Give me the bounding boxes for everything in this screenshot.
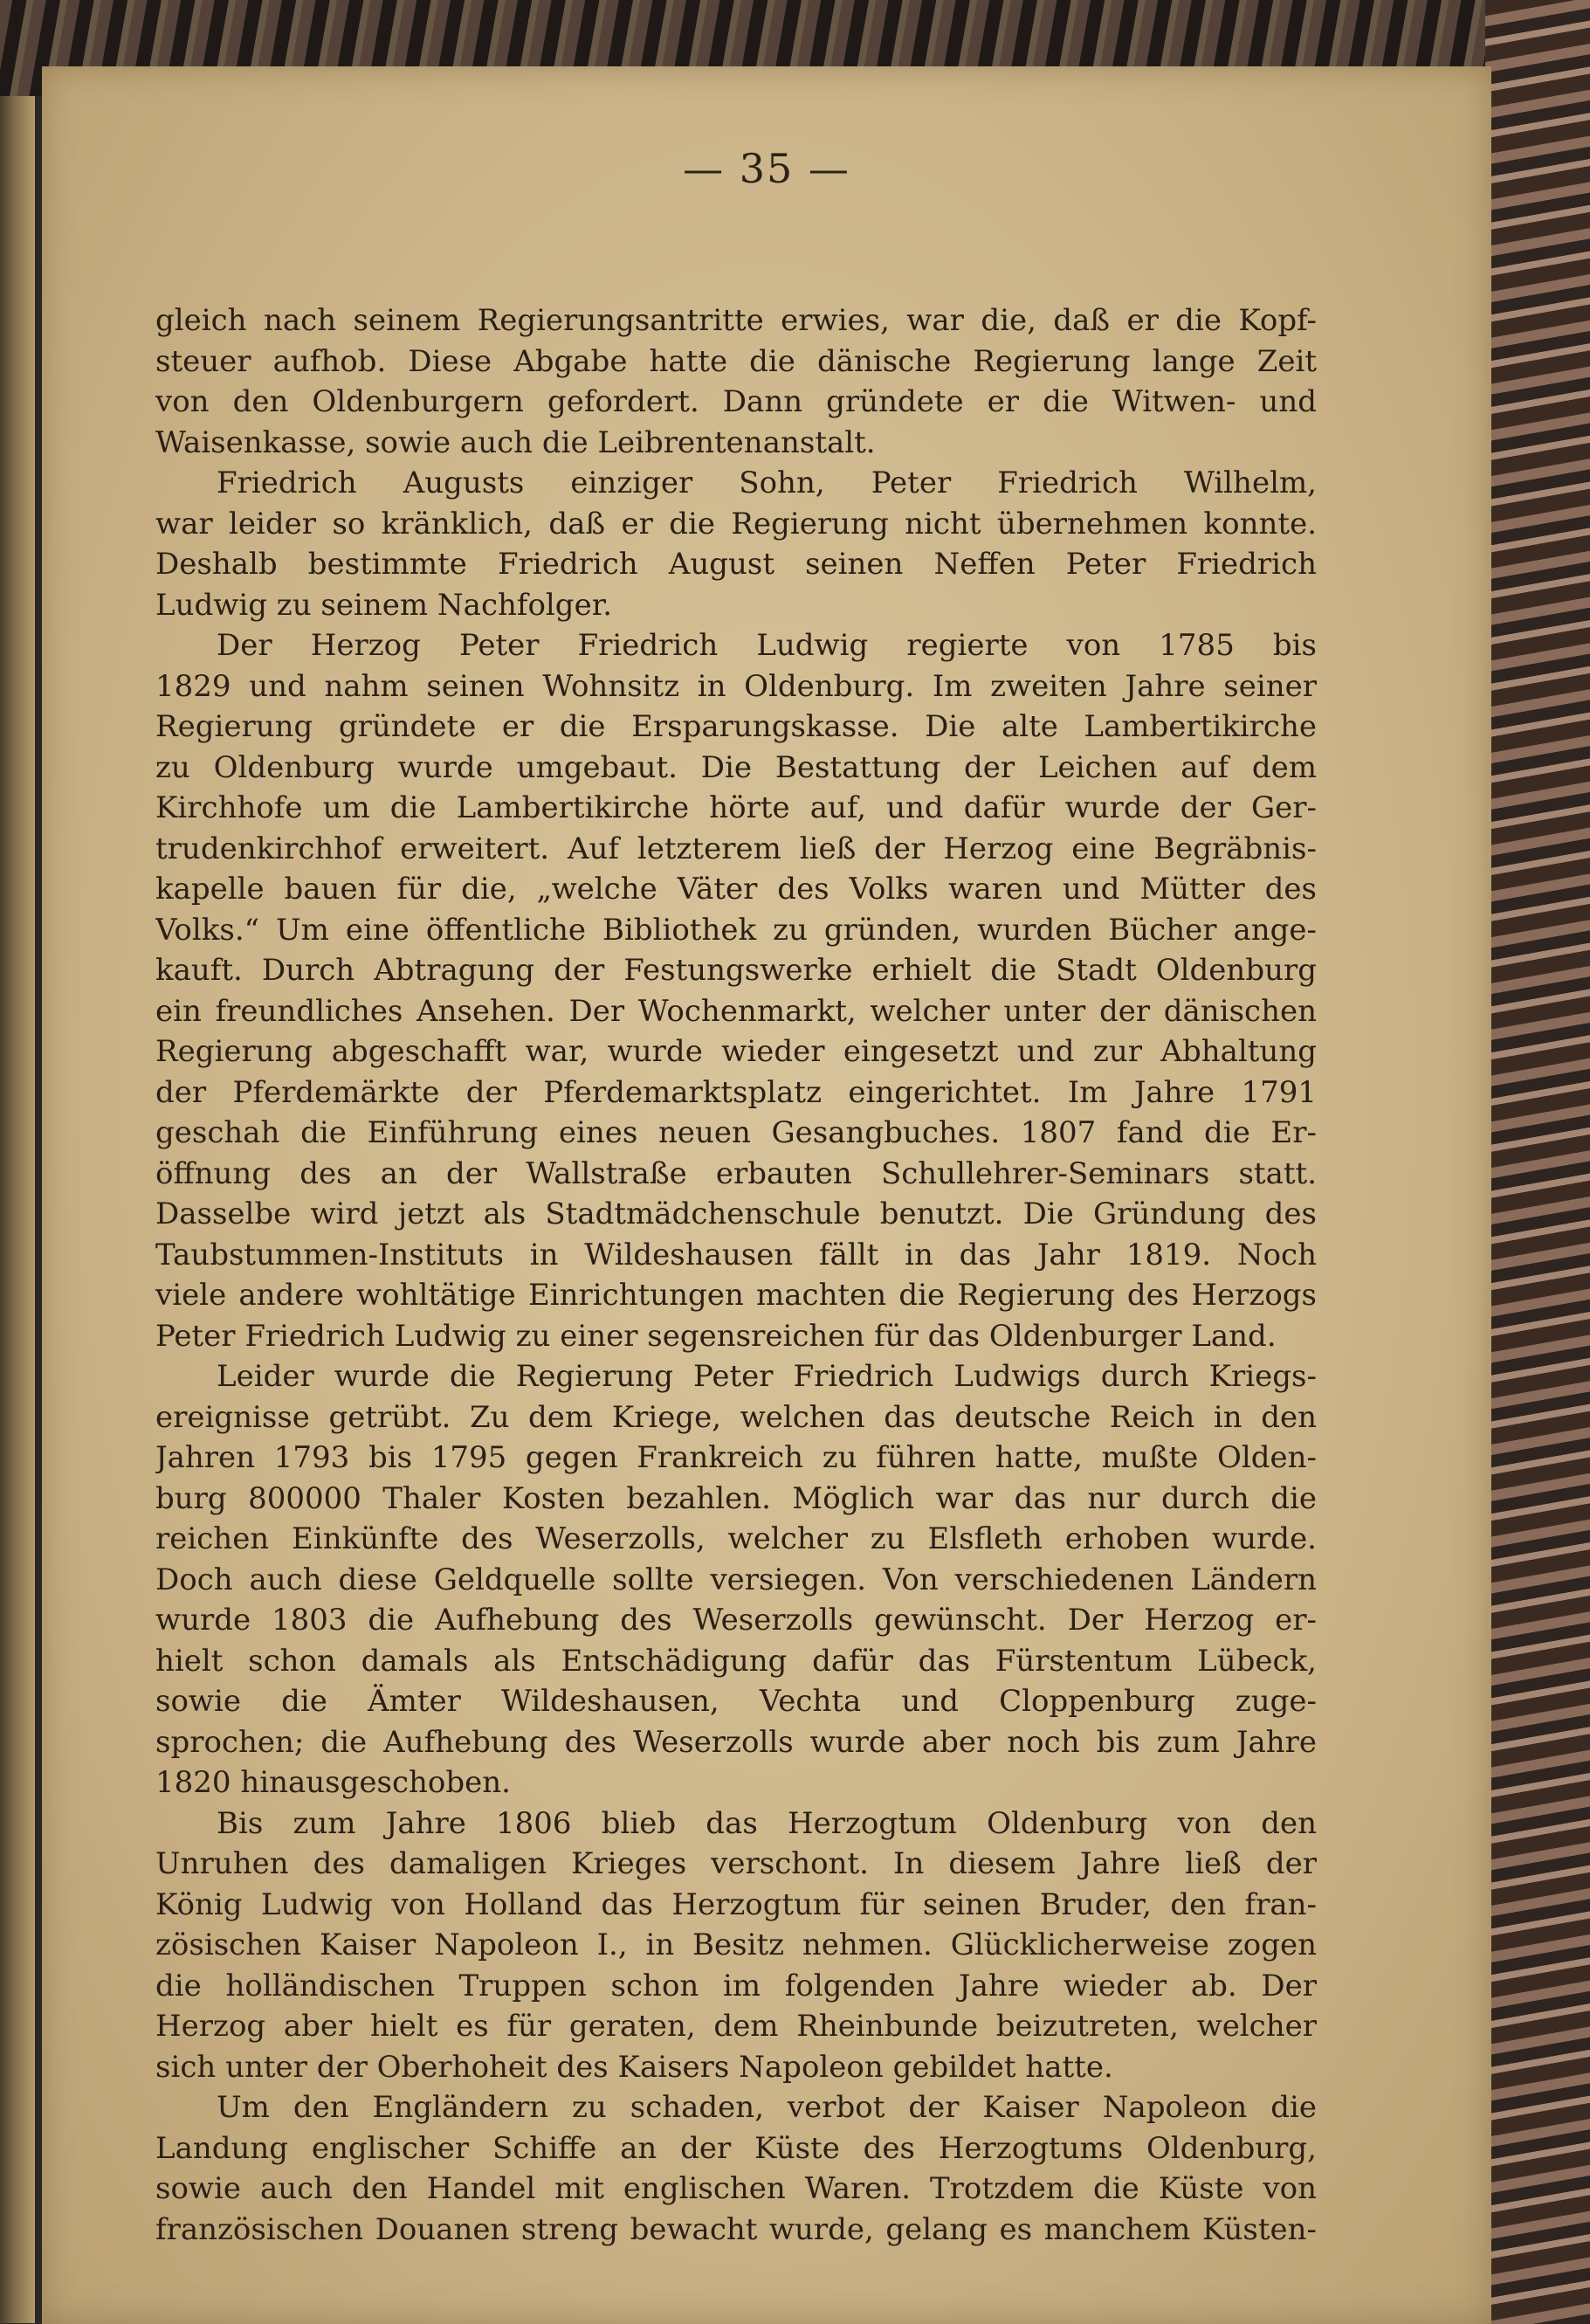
text-line: viele andere wohltätige Einrichtungen machten die Regierung des Herzogs	[155, 1278, 1317, 1313]
text-line: sprochen; die Aufhebung des Weserzolls wurde aber noch bis zum Jahre	[155, 1724, 1317, 1760]
text-line: Der Herzog Peter Friedrich Ludwig regierte von 1785 bis	[217, 628, 1317, 663]
text-line: Herzog aber hielt es für geraten, dem Rheinbunde beizutreten, welcher	[155, 2009, 1317, 2044]
text-line: Landung englischer Schiffe an der Küste des Herzogtums Oldenburg,	[155, 2130, 1317, 2166]
text-line: trudenkirchhof erweitert. Auf letzterem ließ der Herzog eine Begräbnis-	[155, 831, 1317, 866]
text-line: reichen Einkünfte des Weserzolls, welcher zu Elsfleth erhoben wurde.	[155, 1521, 1317, 1556]
text-line: war leider so kränklich, daß er die Regierung nicht übernehmen konnte.	[155, 506, 1317, 541]
text-line: kauft. Durch Abtragung der Festungswerke erhielt die Stadt Oldenburg	[155, 953, 1317, 988]
text-line: gleich nach seinem Regierungsantritte erwies, war die, daß er die Kopf-	[155, 303, 1317, 338]
book-page	[42, 66, 1491, 2324]
text-line: steuer aufhob. Diese Abgabe hatte die dänische Regierung lange Zeit	[155, 343, 1317, 379]
text-line: Peter Friedrich Ludwig zu einer segensreichen für das Oldenburger Land.	[155, 1318, 1277, 1354]
text-line: Bis zum Jahre 1806 blieb das Herzogtum Oldenburg von den	[217, 1805, 1317, 1841]
text-line: Waisenkasse, sowie auch die Leibrentenanstalt.	[155, 424, 876, 460]
text-line: Ludwig zu seinem Nachfolger.	[155, 587, 613, 623]
text-line: zösischen Kaiser Napoleon I., in Besitz nehmen. Glücklicherweise zogen	[155, 1927, 1317, 1962]
text-line: kapelle bauen für die, „welche Väter des Volks waren und Mütter des	[155, 872, 1317, 907]
text-line: Um den Engländern zu schaden, verbot der Kaiser Napoleon die	[217, 2090, 1317, 2125]
text-line: Regierung abgeschafft war, wurde wieder eingesetzt und zur Abhaltung	[155, 1034, 1317, 1069]
text-line: hielt schon damals als Entschädigung dafür das Fürstentum Lübeck,	[155, 1643, 1317, 1679]
text-line: König Ludwig von Holland das Herzogtum für seinen Bruder, den fran-	[155, 1886, 1317, 1922]
text-line: Kirchhofe um die Lambertikirche hörte auf, und dafür wurde der Ger-	[155, 790, 1317, 825]
text-line: burg 800000 Thaler Kosten bezahlen. Möglich war das nur durch die	[155, 1480, 1317, 1516]
text-line: französischen Douanen streng bewacht wurde, gelang es manchem Küsten-	[155, 2211, 1317, 2247]
text-line: Friedrich Augusts einziger Sohn, Peter Friedrich Wilhelm,	[217, 465, 1317, 500]
text-line: Jahren 1793 bis 1795 gegen Frankreich zu führen hatte, mußte Olden-	[155, 1440, 1317, 1475]
text-line: Doch auch diese Geldquelle sollte versiegen. Von verschiedenen Ländern	[155, 1562, 1317, 1597]
text-line: 1820 hinausgeschoben.	[155, 1765, 511, 1800]
text-line: sowie die Ämter Wildeshausen, Vechta und Cloppenburg zuge-	[155, 1684, 1317, 1719]
text-line: öffnung des an der Wallstraße erbauten Schullehrer-Seminars statt.	[155, 1155, 1317, 1191]
text-line: geschah die Einführung eines neuen Gesangbuches. 1807 fand die Er-	[155, 1115, 1317, 1150]
text-line: Taubstummen-Instituts in Wildeshausen fällt in das Jahr 1819. Noch	[155, 1237, 1317, 1272]
book-left-edge	[0, 52, 35, 2323]
text-line: Regierung gründete er die Ersparungskasse. Die alte Lambertikirche	[155, 709, 1317, 744]
text-line: zu Oldenburg wurde umgebaut. Die Bestattung der Leichen auf dem	[155, 749, 1317, 785]
text-line: Leider wurde die Regierung Peter Friedrich Ludwigs durch Kriegs-	[217, 1359, 1317, 1394]
text-line: Unruhen des damaligen Krieges verschont. In diesem Jahre ließ der	[155, 1846, 1317, 1881]
text-line: sowie auch den Handel mit englischen Waren. Trotzdem die Küste von	[155, 2171, 1317, 2206]
text-line: 1829 und nahm seinen Wohnsitz in Oldenburg. Im zweiten Jahre seiner	[155, 668, 1317, 704]
text-line: ein freundliches Ansehen. Der Wochenmarkt, welcher unter der dänischen	[155, 993, 1317, 1029]
text-line: Dasselbe wird jetzt als Stadtmädchenschule benutzt. Die Gründung des	[155, 1196, 1317, 1231]
page-number: — 35 —	[683, 145, 850, 192]
book-marbled-edge	[1485, 0, 1590, 2324]
body-text	[155, 300, 1317, 2250]
text-line: der Pferdemärkte der Pferdemarktsplatz eingerichtet. Im Jahre 1791	[155, 1074, 1317, 1110]
text-line: ereignisse getrübt. Zu dem Kriege, welchen das deutsche Reich in den	[155, 1399, 1317, 1435]
text-line: die holländischen Truppen schon im folgenden Jahre wieder ab. Der	[155, 1968, 1317, 2003]
text-line: wurde 1803 die Aufhebung des Weserzolls gewünscht. Der Herzog er-	[155, 1603, 1317, 1638]
text-line: Deshalb bestimmte Friedrich August seinen Neffen Peter Friedrich	[155, 547, 1317, 582]
text-line: sich unter der Oberhoheit des Kaisers Napoleon gebildet hatte.	[155, 2049, 1113, 2085]
text-line: Volks.“ Um eine öffentliche Bibliothek zu gründen, wurden Bücher ange-	[155, 912, 1317, 948]
text-line: von den Oldenburgern gefordert. Dann gründete er die Witwen- und	[155, 384, 1317, 419]
